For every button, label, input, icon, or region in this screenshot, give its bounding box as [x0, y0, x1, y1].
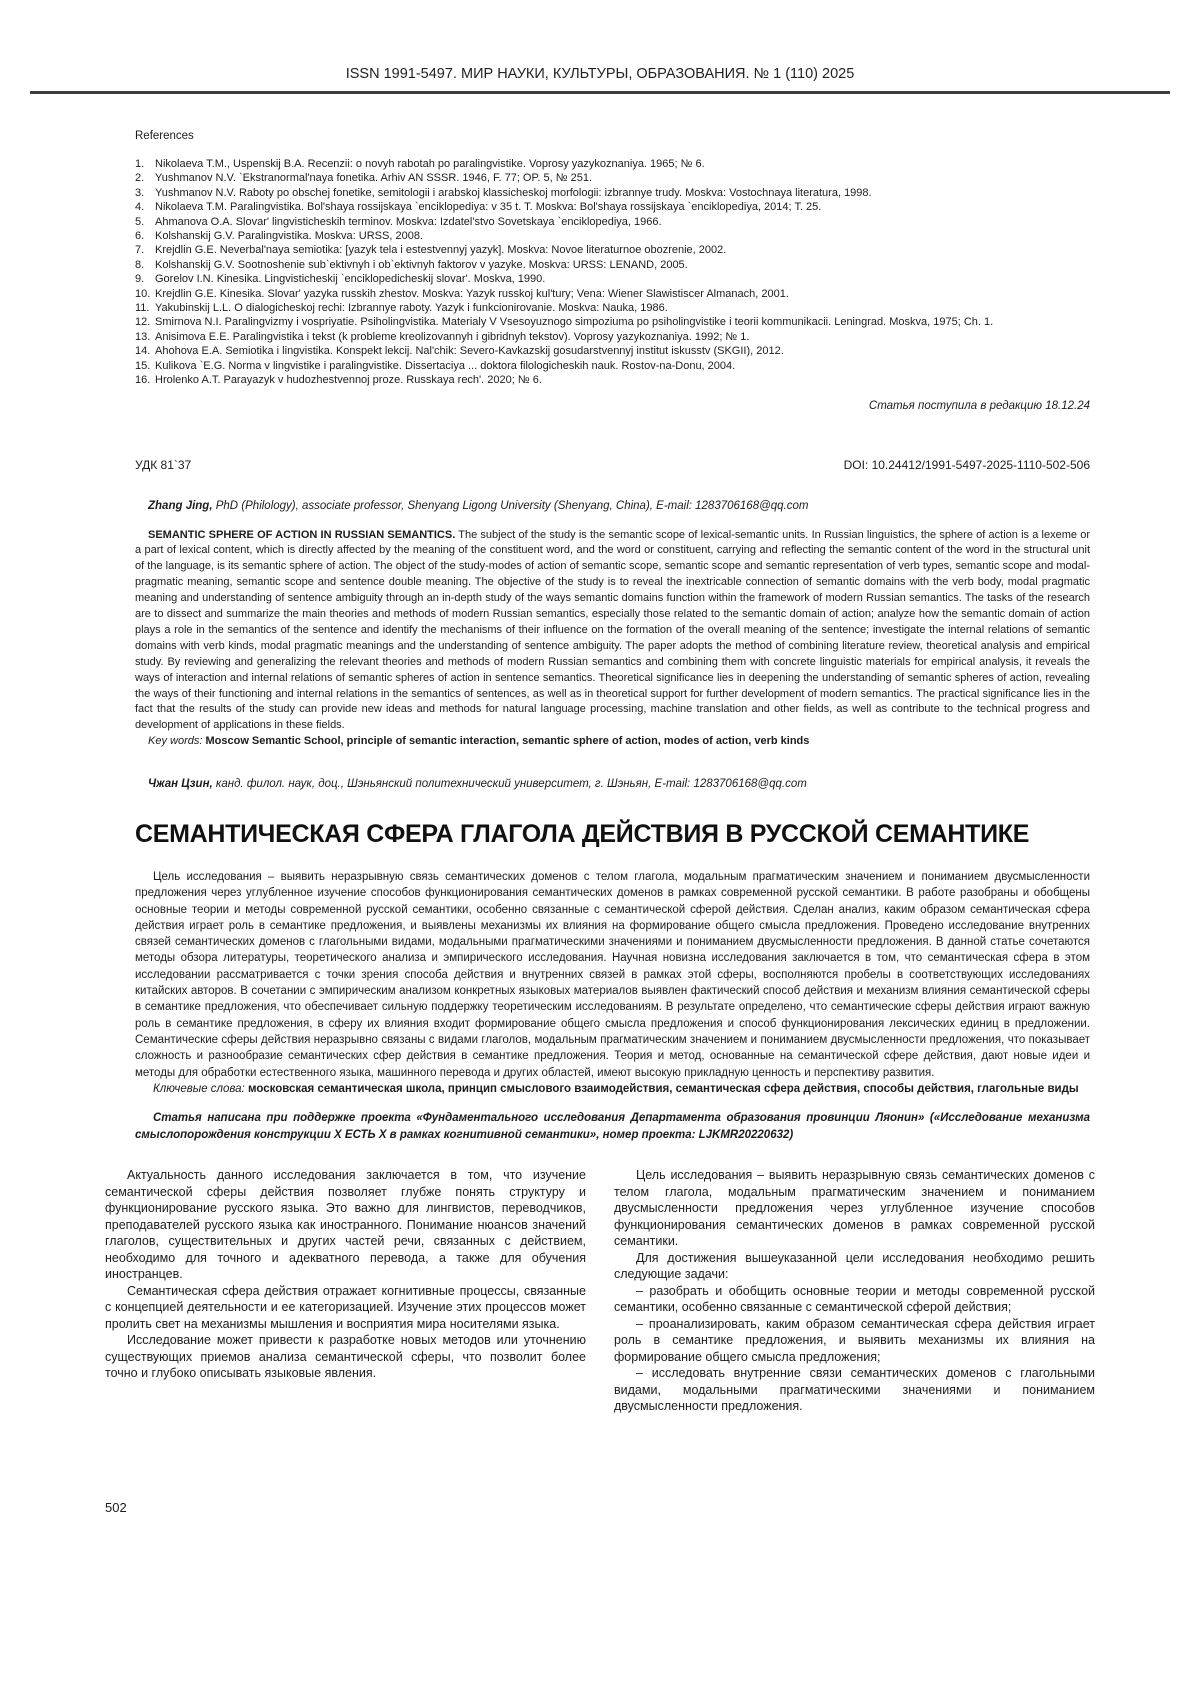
- reference-text: Kolshanskij G.V. Paralingvistika. Moskva: URSS, 2008.: [155, 230, 423, 243]
- abstract-title-en: SEMANTIC SPHERE OF ACTION IN RUSSIAN SEMANTICS.: [148, 528, 456, 541]
- journal-header: ISSN 1991-5497. МИР НАУКИ, КУЛЬТУРЫ, ОБРАЗОВАНИЯ. № 1 (110) 2025: [345, 66, 855, 82]
- reference-item: [135, 186, 1090, 200]
- references-heading: References: [135, 130, 194, 142]
- abstract-text-en: The subject of the study is the semantic scope of lexical-semantic units. In Russian linguistics, the sphere of action is a lexeme or a part of lexical content, which is directly affected by the meaning of the constituent word, and the word or constituent, carrying and reflecting the semantic content of the word in the structural unit of the language, is its semantic sphere of action. The object of the study-modes of action of semantic scope, semantic scope and semantic representation of verb types, semantic scope and modal-pragmatic meaning, semantic scope and sentence double meaning. The objective of the study is to reveal the inextricable connection of semantic domains with the verb body, modal pragmatic meaning and understanding of sentence ambiguity through an in-depth study of the ways semantic domains function within the framework of modern Russian semantics. The tasks of the research are to dissect and summarize the main theories and methods of modern Russian semantics, especially those related to the semantic domain of action; analyze how the semantic domain of action plays a role in the semantics of the sentence and identify the mechanisms of their influence on the formation of the overall meaning of the sentence; investigate the internal relations of semantic domains with verb kinds, modal pragmatic meanings and the understanding of sentence ambiguity. The paper adopts the method of combining literature review, theoretical analysis and empirical study. By reviewing and generalizing the relevant theories and methods of modern Russian semantics and combining them with concrete linguistic materials for empirical analysis, it reveals the ways of interaction and internal relations of semantic spheres of action in sentence semantics. Theoretical significance lies in deepening the understanding of semantic spheres of action, revealing the ways of their functioning and internal relations in the semantics of sentences, as well as in theoretical support for further development of modern semantics. The practical significance lies in the fact that the results of the study can provide new ideas and methods for natural language processing, machine translation and other fields, as well as contribute to the technical progress and development of applications in these fields.: [135, 528, 1090, 732]
- keywords-text-ru: московская семантическая школа, принцип смыслового взаимодействия, семантическая сфера действия, способы действия, глагольные виды: [244, 1082, 1079, 1095]
- abstract-ru: Цель исследования – выявить неразрывную связь семантических доменов с телом глагола, модальным прагматическим значением и пониманием двусмысленности предложения через углубленное изучение способов функционирования семантических доменов в рамках современной русской семантики. В работе разобраны и обобщены основные теории и методы современной русской семантики, особенно связанные с семантической сферой действия. Сделан анализ, каким образом семантическая сфера действия играет роль в семантике предложения, и выявлены механизмы их влияния на формирование общего смысла предложения. Проведено исследование внутренних связей семантических доменов с глагольными видами, модальными прагматическими значениями и пониманием двусмысленности предложения. В данной статье сочетаются методы обзора литературы, теоретического анализа и эмпирического исследования. Научная новизна исследования заключается в том, что семантическая сфера в этом исследовании рассматривается с точки зрения способа действия и внутренних связей в рамках этой сферы, восполняются пробелы в соответствующих исследованиях китайских авторов. В сочетании с эмпирическим анализом конкретных языковых материалов выявлен фактический способ действия и механизм влияния семантической сферы в семантике предложения, что обеспечивает сильную поддержку теоретическим исследованиям. В результате определено, что семантические сферы действия играют важную роль в семантике предложения, в сферу их влияния входит формирование общего смысла предложения и способ функционирования лексических единиц в предложении. Семантические сферы действия неразрывно связаны с видами глаголов, модальным прагматическим значением и пониманием двусмысленности предложения, что показывает сложность и разнообразие семантических сфер действия в семантике предложения. Теория и метод, основанные на семантической сфере действия, дают новые идеи и методы для обработки естественного языка, машинного перевода и других областей, имеют высокую прикладную ценность и перспективу развития.: [135, 870, 1090, 1079]
- funding-note: Статья написана при поддержке проекта «Фундаментального исследования Департамента образования провинции Ляонин» («Исследование механизма смыслопорождения конструкции X ЕСТЬ X в рамках когнитивной семантики», номер проекта: LJKMR20220632): [135, 1112, 1090, 1141]
- reference-number: 8.: [135, 258, 145, 271]
- reference-text: Nikolaeva T.M. Paralingvistika. Bol'shaya rossijskaya `enciklopediya: v 35 t. T. Moskva: Bol'shaya rossijskaya `enciklopediya, 2014; T. 25.: [155, 201, 822, 214]
- reference-text: Ahohova E.A. Semiotika i lingvistika. Konspekt lekcij. Nal'chik: Severo-Kavkazskij gosudarstvennyj institut iskusstv (SKGII), 2012.: [155, 345, 784, 358]
- udk-label: УДК 81`37: [135, 457, 192, 472]
- reference-item: [135, 301, 1090, 315]
- reference-item: [135, 229, 1090, 243]
- reference-number: 10.: [135, 287, 151, 300]
- article-title: СЕМАНТИЧЕСКАЯ СФЕРА ГЛАГОЛА ДЕЙСТВИЯ В РУССКОЙ СЕМАНТИКЕ: [135, 820, 1030, 849]
- page-number: 502: [105, 1500, 127, 1515]
- body-right-column: [614, 1167, 1095, 1415]
- abstract-en: [135, 528, 1090, 735]
- reference-number: 9.: [135, 273, 145, 286]
- reference-text: Yushmanov N.V. Raboty po obschej fonetike, semitologii i arabskoj klassicheskoj morfologii: izbrannye trudy. Moskva: Vostochnaya literatura, 1998.: [155, 186, 872, 199]
- author-affiliation-ru: канд. филол. наук, доц., Шэньянский политехнический университет, г. Шэньян, E-mail: 1283706168@qq.com: [212, 778, 807, 791]
- reference-number: 3.: [135, 186, 145, 199]
- body-paragraph: Актуальность данного исследования заключается в том, что изучение семантической сферы действия позволяет глубже понять структуру и функционирование русского языка. Это важно для лингвистов, переводчиков, преподавателей русского языка как иностранного. Понимание нюансов значений глаголов, существительных и других частей речи, связанных с действием, необходимо для точного и адекватного перевода, а также для обучения иностранцев.: [105, 1168, 586, 1282]
- body-paragraph: Цель исследования – выявить неразрывную связь семантических доменов с телом глагола, модальным прагматическим значением и пониманием двусмысленности предложения через углубленное изучение способов функционирования семантических доменов в рамках современной русской семантики.: [614, 1168, 1095, 1249]
- received-note: Статья поступила в редакцию 18.12.24: [868, 399, 1090, 412]
- reference-number: 6.: [135, 230, 145, 243]
- reference-number: 15.: [135, 359, 151, 372]
- reference-text: Kolshanskij G.V. Sootnoshenie sub`ektivnyh i ob`ektivnyh faktorov v yazyke. Moskva: URSS: LENAND, 2005.: [155, 258, 688, 271]
- reference-text: Krejdlin G.E. Neverbal'naya semiotika: [yazyk tela i estestvennyj yazyk]. Moskva: Novoe literaturnoe obozrenie, 2002.: [155, 244, 727, 257]
- reference-item: [135, 157, 1090, 171]
- reference-text: Hrolenko A.T. Parayazyk v hudozhestvennoj proze. Russkaya rech'. 2020; № 6.: [155, 374, 542, 387]
- reference-text: Krejdlin G.E. Kinesika. Slovar' yazyka russkih zhestov. Moskva: Yazyk russkoj kul'tury; Vena: Wiener Slawistiscer Almanach, 2001.: [155, 287, 789, 300]
- reference-item: [135, 243, 1090, 257]
- reference-text: Yakubinskij L.L. O dialogicheskoj rechi: Izbrannye raboty. Yazyk i funkcionirovanie. Moskva: Nauka, 1986.: [155, 302, 668, 315]
- body-paragraph: – проанализировать, каким образом семантическая сфера действия играет роль в семантике предложения, и выявить механизмы их влияния на формирование общего смысла предложения;: [614, 1316, 1095, 1364]
- reference-number: 4.: [135, 201, 145, 214]
- meta-row: [135, 458, 1090, 472]
- keywords-ru: [135, 1081, 1090, 1097]
- body-paragraph: Исследование может привести к разработке новых методов или уточнению существующих приемов анализа семантической сферы, что позволит более точно и глубоко описывать языковые явления.: [105, 1333, 586, 1381]
- reference-item: [135, 344, 1090, 358]
- reference-number: 16.: [135, 374, 151, 387]
- reference-number: 1.: [135, 158, 145, 170]
- author-line-en: [135, 500, 1090, 512]
- body-paragraph: – исследовать внутренние связи семантических доменов с глагольными видами, модальными прагматическими значениями и пониманием двусмысленности предложения.: [614, 1366, 1095, 1414]
- reference-number: 14.: [135, 345, 151, 358]
- author-line-ru: [135, 778, 1090, 790]
- reference-text: Anisimova E.E. Paralingvistika i tekst (k probleme kreolizovannyh i gibridnyh tekstov). Voprosy yazykoznaniya. 1992; № 1.: [155, 330, 750, 343]
- references-section: [135, 130, 1090, 388]
- reference-item: [135, 272, 1090, 286]
- body-paragraph: – разобрать и обобщить основные теории и методы современной русской семантики, особенно связанные с семантической сферой действия;: [614, 1283, 1095, 1315]
- body-left-column: [105, 1167, 586, 1415]
- reference-item: [135, 171, 1090, 185]
- reference-number: 5.: [135, 215, 145, 228]
- references-list: [135, 157, 1090, 388]
- reference-text: Smirnova N.I. Paralingvizmy i vospriyatie. Psiholingvistika. Materialy V Vsesoyuznogo simpoziuma po psiholingvistike i teorii kommunikacii. Leningrad. Moskva, 1975; Ch. 1.: [155, 316, 994, 329]
- reference-item: [135, 330, 1090, 344]
- keywords-text-en: Moscow Semantic School, principle of semantic interaction, semantic sphere of action, modes of action, verb kinds: [202, 735, 810, 748]
- reference-number: 12.: [135, 316, 151, 329]
- reference-text: Gorelov I.N. Kinesika. Lingvisticheskij `enciklopedicheskij slovar'. Moskva, 1990.: [155, 273, 546, 286]
- header-rule: [30, 91, 1170, 94]
- reference-item: [135, 287, 1090, 301]
- doi-label: DOI: 10.24412/1991-5497-2025-1110-502-506: [843, 457, 1090, 472]
- reference-item: [135, 215, 1090, 229]
- reference-item: [135, 359, 1090, 373]
- reference-text: Ahmanova O.A. Slovar' lingvisticheskih terminov. Moskva: Izdatel'stvo Sovetskaya `enciklopediya, 1966.: [155, 215, 662, 228]
- reference-number: 2.: [135, 172, 145, 185]
- author-name-ru: Чжан Цзин,: [148, 778, 213, 791]
- reference-item: [135, 315, 1090, 329]
- body-columns: [105, 1167, 1095, 1415]
- author-affiliation-en: PhD (Philology), associate professor, Shenyang Ligong University (Shenyang, China), E-mail: 1283706168@qq.com: [212, 499, 809, 512]
- author-name-en: Zhang Jing,: [148, 499, 213, 512]
- reference-text: Yushmanov N.V. `Ekstranormal'naya fonetika. Arhiv AN SSSR. 1946, F. 77; OP. 5, № 251.: [155, 172, 593, 185]
- reference-number: 13.: [135, 330, 151, 343]
- keywords-label-en: Key words:: [148, 735, 203, 748]
- reference-number: 7.: [135, 244, 145, 257]
- body-paragraph: Для достижения вышеуказанной цели исследования необходимо решить следующие задачи:: [614, 1250, 1095, 1282]
- reference-text: Nikolaeva T.M., Uspenskij B.A. Recenzii: o novyh rabotah po paralingvistike. Voprosy yazykoznaniya. 1965; № 6.: [155, 158, 705, 170]
- keywords-label-ru: Ключевые слова:: [153, 1082, 245, 1095]
- reference-item: [135, 258, 1090, 272]
- reference-text: Kulikova `E.G. Norma v lingvistike i paralingvistike. Dissertaciya ... doktora filologicheskih nauk. Rostov-na-Donu, 2004.: [155, 359, 736, 372]
- keywords-en: [135, 734, 1090, 750]
- reference-item: [135, 200, 1090, 214]
- body-paragraph: Семантическая сфера действия отражает когнитивные процессы, связанные с концепцией деятельности и ее категоризацией. Изучение этих процессов может пролить свет на механизмы мышления и восприятия мира носителями языка.: [105, 1283, 586, 1331]
- reference-item: [135, 373, 1090, 387]
- reference-number: 11.: [135, 302, 150, 315]
